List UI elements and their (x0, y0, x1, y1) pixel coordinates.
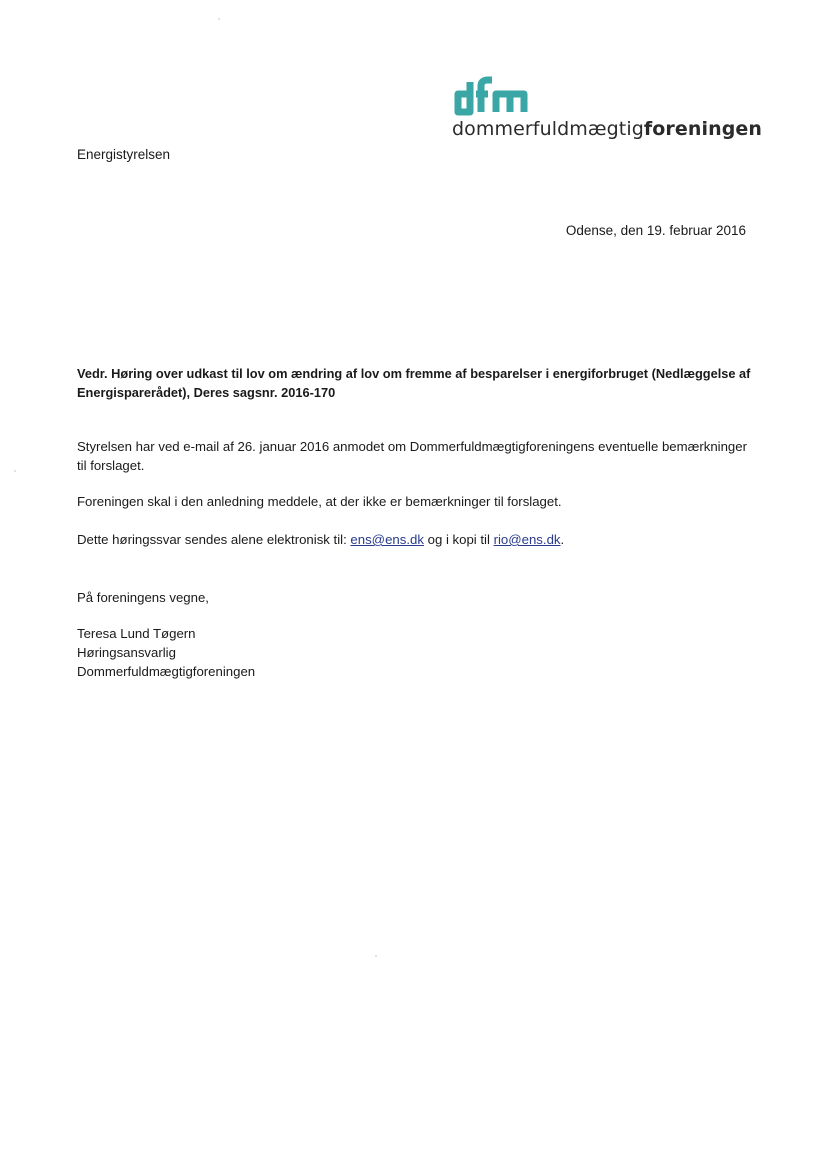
dateline: Odense, den 19. februar 2016 (565, 223, 746, 238)
subject-line: Vedr. Høring over udkast til lov om ændring af lov om fremme af besparelser i energiforbruget (Nedlæggelse af Energisparerådet), Deres sagsnr. 2016-170 (77, 366, 751, 400)
p3-suffix: . (560, 532, 565, 547)
logo-wordmark-light: dommerfuldmægtig (452, 118, 644, 140)
signature-name: Teresa Lund Tøgern (77, 626, 196, 641)
body-paragraph-2: Foreningen skal i den anledning meddele, at der ikke er bemærkninger til forslaget. (77, 494, 562, 509)
p3-prefix: Dette høringssvar sendes alene elektronisk til: (77, 532, 347, 547)
email-link-rio[interactable]: rio@ens.dk (493, 532, 561, 547)
signature-organization: Dommerfuldmægtigforeningen (77, 664, 256, 679)
logo-wordmark-bold: foreningen (643, 118, 763, 140)
recipient: Energistyrelsen (77, 147, 171, 162)
signature-block (77, 624, 255, 681)
scan-speck (218, 18, 220, 20)
body-paragraph-3 (77, 530, 757, 549)
dfm-logo-icon (454, 76, 530, 116)
p3-middle: og i kopi til (427, 532, 490, 547)
scan-speck (14, 470, 16, 472)
email-link-ens[interactable]: ens@ens.dk (350, 532, 424, 547)
scan-speck (375, 955, 377, 957)
signature-title: Høringsansvarlig (77, 645, 176, 660)
body-paragraph-1: Styrelsen har ved e-mail af 26. januar 2016 anmodet om Dommerfuldmægtigforeningens eventuelle bemærkninger til forslaget. (77, 439, 747, 473)
letterhead-logo (452, 76, 763, 142)
logo-wordmark (452, 118, 762, 140)
closing: På foreningens vegne, (77, 590, 209, 605)
